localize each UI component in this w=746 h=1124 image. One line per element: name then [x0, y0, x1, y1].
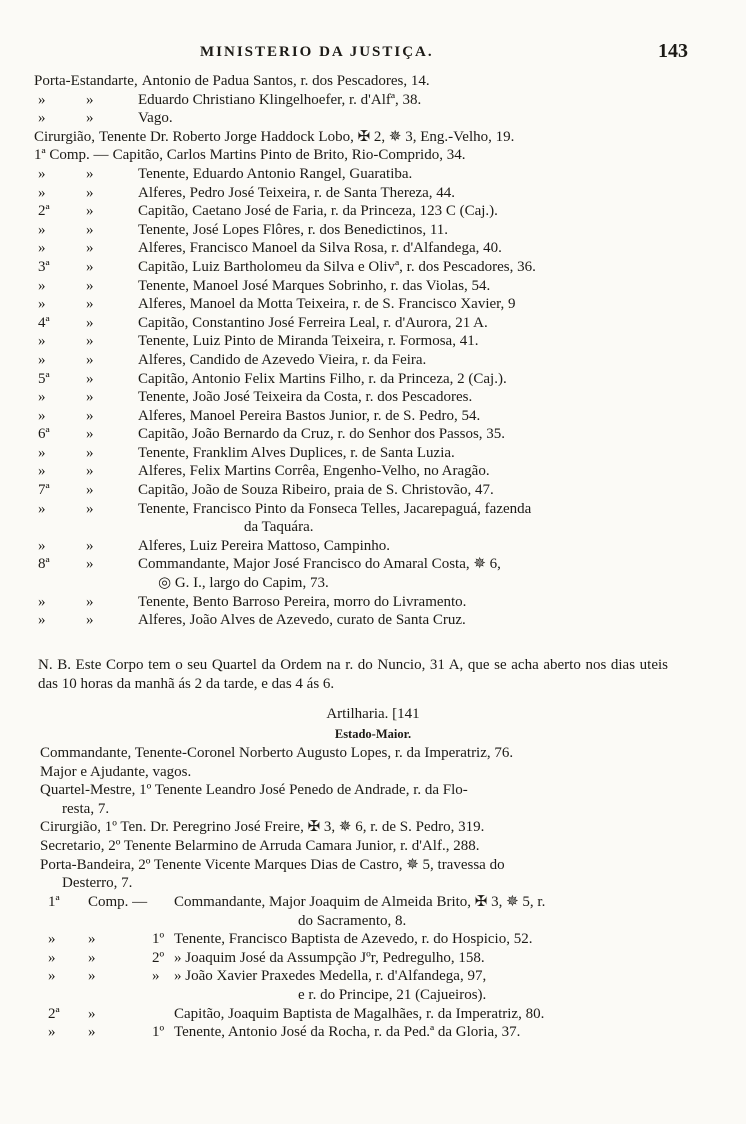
roster-label: »	[86, 91, 94, 108]
staff-entry-text: resta, 7.	[62, 800, 110, 817]
roster-label: »	[86, 463, 94, 480]
roster-entry-text: Capitão, João Bernardo da Cruz, r. do Senhor dos Passos, 35.	[138, 426, 506, 443]
roster-row	[0, 611, 746, 630]
staff-row	[0, 837, 746, 856]
company-row	[0, 967, 746, 986]
company-row	[0, 1005, 746, 1024]
staff-entry-text: Major e Ajudante, vagos.	[40, 763, 192, 780]
company-label: »	[88, 968, 96, 985]
roster-entry-text: Capitão, Caetano José de Faria, r. da Princeza, 123 C (Caj.).	[138, 203, 498, 220]
roster-label: »	[86, 537, 94, 554]
roster-row	[0, 128, 746, 147]
roster-entry-text: Alferes, Candido de Azevedo Vieira, r. da Feira.	[138, 351, 427, 368]
company-entry-text: Tenente, Francisco Baptista de Azevedo, r. do Hospicio, 52.	[174, 931, 533, 948]
company-entry-text: Commandante, Major Joaquim de Almeida Brito, ✠ 3, ✵ 5, r.	[174, 894, 546, 910]
section-heading: Artilharia. [141	[326, 706, 420, 722]
roster-label: »	[86, 296, 94, 313]
roster-entry-text: Tenente Dr. Roberto Jorge Haddock Lobo, ✠ 2, ✵ 3, Eng.-Velho, 19.	[98, 128, 515, 145]
roster-row	[0, 555, 746, 574]
company-row	[0, 1023, 746, 1042]
roster-row	[0, 518, 746, 537]
staff-row	[0, 763, 746, 782]
staff-entry-text: Desterro, 7.	[62, 875, 133, 892]
roster-label: »	[38, 296, 46, 313]
staff-row	[0, 781, 746, 800]
company-label: 2ª	[48, 1005, 60, 1022]
note-paragraph: N. B. Este Corpo tem o seu Quartel da Ordem na r. do Nuncio, 31 A, que se acha aberto nos dias uteis das 10 horas da manhã ás 2 da tarde, e das 4 ás 6.	[38, 657, 668, 692]
roster-label: »	[86, 203, 94, 220]
roster-row	[0, 72, 746, 91]
roster-label: »	[86, 593, 94, 610]
staff-row	[0, 818, 746, 837]
staff-entry-text: Quartel-Mestre, 1º Tenente Leandro José Penedo de Andrade, r. da Flo-	[40, 782, 468, 799]
roster-label: »	[86, 110, 94, 127]
company-entry-text: do Sacramento, 8.	[298, 912, 407, 929]
roster-entry-text: Tenente, Francisco Pinto da Fonseca Telles, Jacarepaguá, fazenda	[138, 500, 532, 517]
company-entry-text: » João Xavier Praxedes Medella, r. d'Alfandega, 97,	[174, 968, 487, 985]
roster-row	[0, 314, 746, 333]
company-row	[0, 949, 746, 968]
cavalry-roster	[0, 72, 746, 630]
roster-row	[0, 91, 746, 110]
roster-label: »	[86, 370, 94, 387]
roster-row	[0, 574, 746, 593]
roster-label: »	[38, 221, 46, 238]
roster-entry-text: Vago.	[138, 110, 173, 127]
roster-entry-text: Tenente, Eduardo Antonio Rangel, Guaratiba.	[138, 165, 413, 182]
roster-row	[0, 258, 746, 277]
roster-row	[0, 407, 746, 426]
roster-label: »	[86, 314, 94, 331]
roster-label: 2ª	[38, 203, 50, 220]
roster-entry-text: ◎ G. I., largo do Capim, 73.	[158, 575, 329, 592]
roster-label: »	[86, 258, 94, 275]
roster-label: »	[86, 165, 94, 182]
roster-row	[0, 481, 746, 500]
roster-label: »	[38, 351, 46, 368]
roster-label: »	[38, 91, 46, 108]
roster-row	[0, 146, 746, 165]
roster-row	[0, 202, 746, 221]
roster-entry-text: Alferes, Francisco Manoel da Silva Rosa, r. d'Alfandega, 40.	[138, 240, 502, 257]
company-entry-text: » Joaquim José da Assumpção Jºr, Pedregulho, 158.	[174, 949, 485, 966]
roster-label: 5ª	[38, 370, 50, 387]
roster-label: »	[86, 407, 94, 424]
roster-label: »	[86, 389, 94, 406]
roster-label: Cirurgião,	[34, 128, 95, 145]
roster-row	[0, 444, 746, 463]
company-label: »	[48, 949, 56, 966]
roster-label: »	[38, 277, 46, 294]
roster-label: Porta-Estandarte,	[34, 73, 138, 89]
company-label: »	[88, 1024, 96, 1041]
roster-label: »	[86, 333, 94, 350]
roster-row	[0, 221, 746, 240]
roster-label: »	[38, 407, 46, 424]
company-label: »	[48, 968, 56, 985]
roster-entry-text: Capitão, João de Souza Ribeiro, praia de S. Christovão, 47.	[138, 482, 494, 499]
company-row	[0, 893, 746, 912]
staff-row	[0, 744, 746, 763]
roster-row	[0, 370, 746, 389]
roster-entry-text: Tenente, Bento Barroso Pereira, morro do Livramento.	[138, 593, 467, 610]
roster-label: »	[38, 537, 46, 554]
roster-row	[0, 239, 746, 258]
company-row	[0, 930, 746, 949]
roster-label: »	[38, 165, 46, 182]
roster-label: »	[38, 463, 46, 480]
company-label: »	[48, 1024, 56, 1041]
company-label: 2º	[152, 949, 165, 966]
roster-row	[0, 537, 746, 556]
company-entry-text: Capitão, Joaquim Baptista de Magalhães, r. da Imperatriz, 80.	[174, 1005, 545, 1022]
roster-row	[0, 351, 746, 370]
roster-entry-text: Tenente, Luiz Pinto de Miranda Teixeira, r. Formosa, 41.	[138, 333, 479, 350]
staff-entry-text: Commandante, Tenente-Coronel Norberto Augusto Lopes, r. da Imperatriz, 76.	[40, 745, 514, 761]
roster-entry-text: Tenente, João José Teixeira da Costa, r. dos Pescadores.	[138, 389, 473, 406]
roster-entry-text: Alferes, Manoel da Motta Teixeira, r. de S. Francisco Xavier, 9	[138, 296, 516, 313]
roster-label: »	[86, 426, 94, 443]
artillery-roster	[0, 893, 746, 1042]
staff-row	[0, 856, 746, 875]
company-label: »	[88, 931, 96, 948]
company-label: Comp. —	[88, 894, 148, 910]
staff-entry-text: Porta-Bandeira, 2º Tenente Vicente Marques Dias de Castro, ✵ 5, travessa do	[40, 856, 505, 873]
page-header	[0, 42, 746, 66]
staff-entry-text: Secretario, 2º Tenente Belarmino de Arruda Camara Junior, r. d'Alf., 288.	[40, 837, 480, 854]
roster-row	[0, 295, 746, 314]
roster-label: »	[38, 389, 46, 406]
roster-label: »	[38, 612, 46, 629]
staff-row	[0, 874, 746, 893]
company-entry-text: Tenente, Antonio José da Rocha, r. da Ped.ª da Gloria, 37.	[174, 1024, 521, 1041]
roster-label: »	[86, 556, 94, 573]
staff-row	[0, 800, 746, 819]
roster-label: »	[86, 240, 94, 257]
roster-entry-text: Tenente, Manoel José Marques Sobrinho, r. das Violas, 54.	[138, 277, 491, 294]
roster-row	[0, 277, 746, 296]
roster-label: »	[86, 482, 94, 499]
roster-entry-text: Alferes, Felix Martins Corrêa, Engenho-Velho, no Aragão.	[138, 463, 490, 480]
roster-label: 7ª	[38, 482, 50, 499]
roster-label: »	[38, 593, 46, 610]
roster-label: »	[86, 444, 94, 461]
roster-row	[0, 500, 746, 519]
roster-label: »	[86, 351, 94, 368]
roster-row	[0, 388, 746, 407]
roster-label: 3ª	[38, 258, 50, 275]
roster-label: 6ª	[38, 426, 50, 443]
roster-label: »	[38, 444, 46, 461]
roster-entry-text: Antonio de Padua Santos, r. dos Pescadores, 14.	[141, 73, 430, 89]
roster-label: »	[86, 184, 94, 201]
company-row	[0, 912, 746, 931]
roster-row	[0, 165, 746, 184]
roster-label: 8ª	[38, 556, 50, 573]
roster-row	[0, 462, 746, 481]
company-label: »	[88, 1005, 96, 1022]
roster-entry-text: Commandante, Major José Francisco do Amaral Costa, ✵ 6,	[138, 556, 501, 573]
company-label: 1º	[152, 931, 165, 948]
company-label: »	[48, 931, 56, 948]
roster-entry-text: Capitão, Carlos Martins Pinto de Brito, Rio-Comprido, 34.	[112, 147, 466, 164]
roster-label: »	[38, 184, 46, 201]
roster-label: »	[86, 500, 94, 517]
roster-label: »	[86, 221, 94, 238]
roster-entry-text: Alferes, Manoel Pereira Bastos Junior, r. de S. Pedro, 54.	[138, 407, 481, 424]
page-number: 143	[658, 40, 688, 62]
roster-label: 4ª	[38, 314, 50, 331]
company-entry-text: e r. do Principe, 21 (Cajueiros).	[298, 986, 487, 1003]
page-title: MINISTERIO DA JUSTIÇA.	[200, 44, 434, 60]
roster-entry-text: Tenente, Franklim Alves Duplices, r. de Santa Luzia.	[138, 444, 455, 461]
company-label: »	[88, 949, 96, 966]
roster-entry-text: Eduardo Christiano Klingelhoefer, r. d'Alfª, 38.	[138, 91, 422, 108]
staff-entry-text: Cirurgião, 1º Ten. Dr. Peregrino José Freire, ✠ 3, ✵ 6, r. de S. Pedro, 319.	[40, 819, 485, 836]
roster-label: »	[38, 110, 46, 127]
roster-label: »	[38, 500, 46, 517]
company-label: 1º	[152, 1024, 165, 1041]
roster-label: »	[38, 240, 46, 257]
roster-entry-text: Capitão, Luiz Bartholomeu da Silva e Olivª, r. dos Pescadores, 36.	[138, 258, 536, 275]
roster-entry-text: Alferes, Luiz Pereira Mattoso, Campinho.	[138, 537, 391, 554]
roster-row	[0, 109, 746, 128]
roster-entry-text: Capitão, Constantino José Ferreira Leal, r. d'Aurora, 21 A.	[138, 314, 488, 331]
roster-entry-text: Capitão, Antonio Felix Martins Filho, r. da Princeza, 2 (Caj.).	[138, 370, 507, 387]
company-label: »	[152, 968, 160, 985]
roster-label: »	[86, 277, 94, 294]
roster-entry-text: Tenente, José Lopes Flôres, r. dos Benedictinos, 11.	[138, 221, 449, 238]
roster-row	[0, 332, 746, 351]
roster-row	[0, 593, 746, 612]
roster-row	[0, 184, 746, 203]
company-label: 1ª	[48, 894, 60, 910]
roster-entry-text: Alferes, Pedro José Teixeira, r. de Santa Thereza, 44.	[138, 184, 456, 201]
roster-label: »	[38, 333, 46, 350]
staff-list	[0, 744, 746, 893]
roster-entry-text: da Taquára.	[244, 519, 314, 536]
roster-row	[0, 425, 746, 444]
roster-label: 1ª Comp. —	[34, 147, 109, 164]
section-subheading: Estado-Maior.	[334, 727, 412, 741]
roster-entry-text: Alferes, João Alves de Azevedo, curato de Santa Cruz.	[138, 612, 466, 629]
company-row	[0, 986, 746, 1005]
roster-label: »	[86, 612, 94, 629]
